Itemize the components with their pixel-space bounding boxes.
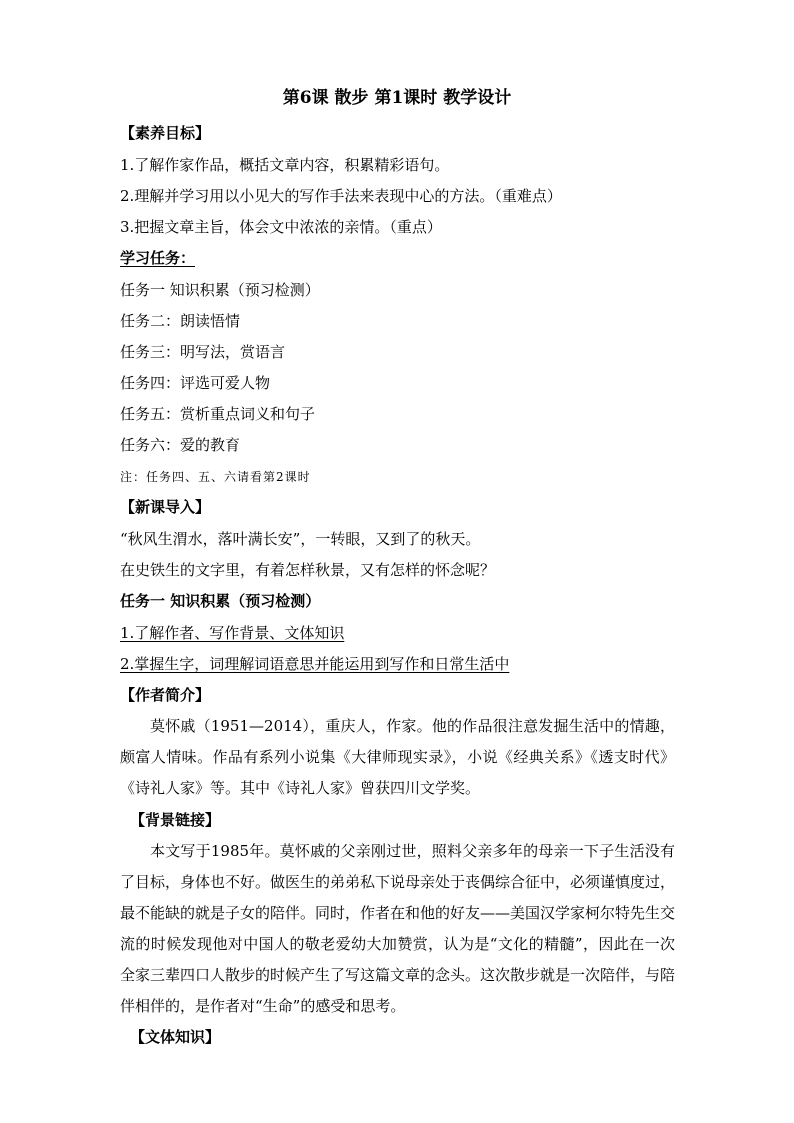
goals-heading: 【素养目标】 [120,124,211,142]
task1-item: 1.了解作者、写作背景、文体知识 [120,624,345,642]
genre-heading: 【文体知识】 [130,1028,221,1046]
task-item: 任务二：朗读悟情 [120,312,241,330]
task-item: 任务四：评选可爱人物 [120,374,271,392]
task-item: 任务五：赏析重点词义和句子 [120,405,316,423]
author-paragraph: 莫怀戚（1951—2014），重庆人，作家。他的作品很注意发掘生活中的情趣，颇富人情味。作品有系列小说集《大律师现实录》，小说《经典关系》《透支时代》《诗礼人家》等。其中《诗礼人家》曾获四川文学奖。 [120,717,675,797]
task-item: 任务一 知识积累（预习检测） [120,281,320,299]
background-paragraph: 本文写于1985年。莫怀戚的父亲刚过世，照料父亲多年的母亲一下子生活没有了目标，身体也不好。做医生的弟弟私下说母亲处于丧偶综合征中，必须谨慎度过，最不能缺的就是子女的陪伴。同时，作者在和他的好友——美国汉学家柯尔特先生交流的时候发现他对中国人的敬老爱幼大加赞赏，认为是“文化的精髓”，因此在一次全家三辈四口人散步的时候产生了写这篇文章的念头。这次散步就是一次陪伴，与陪伴相伴的，是作者对“生命”的感受和思考。 [120,842,676,1015]
task1-item: 2.掌握生字，词理解词语意思并能运用到写作和日常生活中 [120,655,510,673]
task-item: 任务六：爱的教育 [120,436,241,454]
page-title: 第6课 散步 第1课时 教学设计 [282,88,512,108]
intro-line: “秋风生渭水，落叶满长安”，一转眼，又到了的秋天。 [120,530,481,548]
task-note: 注：任务四、五、六请看第2课时 [120,470,311,484]
task1-heading: 任务一 知识积累（预习检测） [120,592,321,610]
goal-item: 2.理解并学习用以小见大的写作手法来表现中心的方法。（重难点） [120,187,562,205]
author-heading: 【作者简介】 [120,686,211,704]
intro-line: 在史铁生的文字里，有着怎样秋景，又有怎样的怀念呢？ [120,561,496,579]
goal-item: 1.了解作家作品，概括文章内容，积累精彩语句。 [120,156,450,174]
goal-item: 3.把握文章主旨，体会文中浓浓的亲情。（重点） [120,218,442,236]
task-item: 任务三：明写法，赏语言 [120,343,286,361]
intro-heading: 【新课导入】 [120,498,211,516]
background-heading: 【背景链接】 [130,811,221,829]
tasks-heading: 学习任务： [120,249,196,267]
